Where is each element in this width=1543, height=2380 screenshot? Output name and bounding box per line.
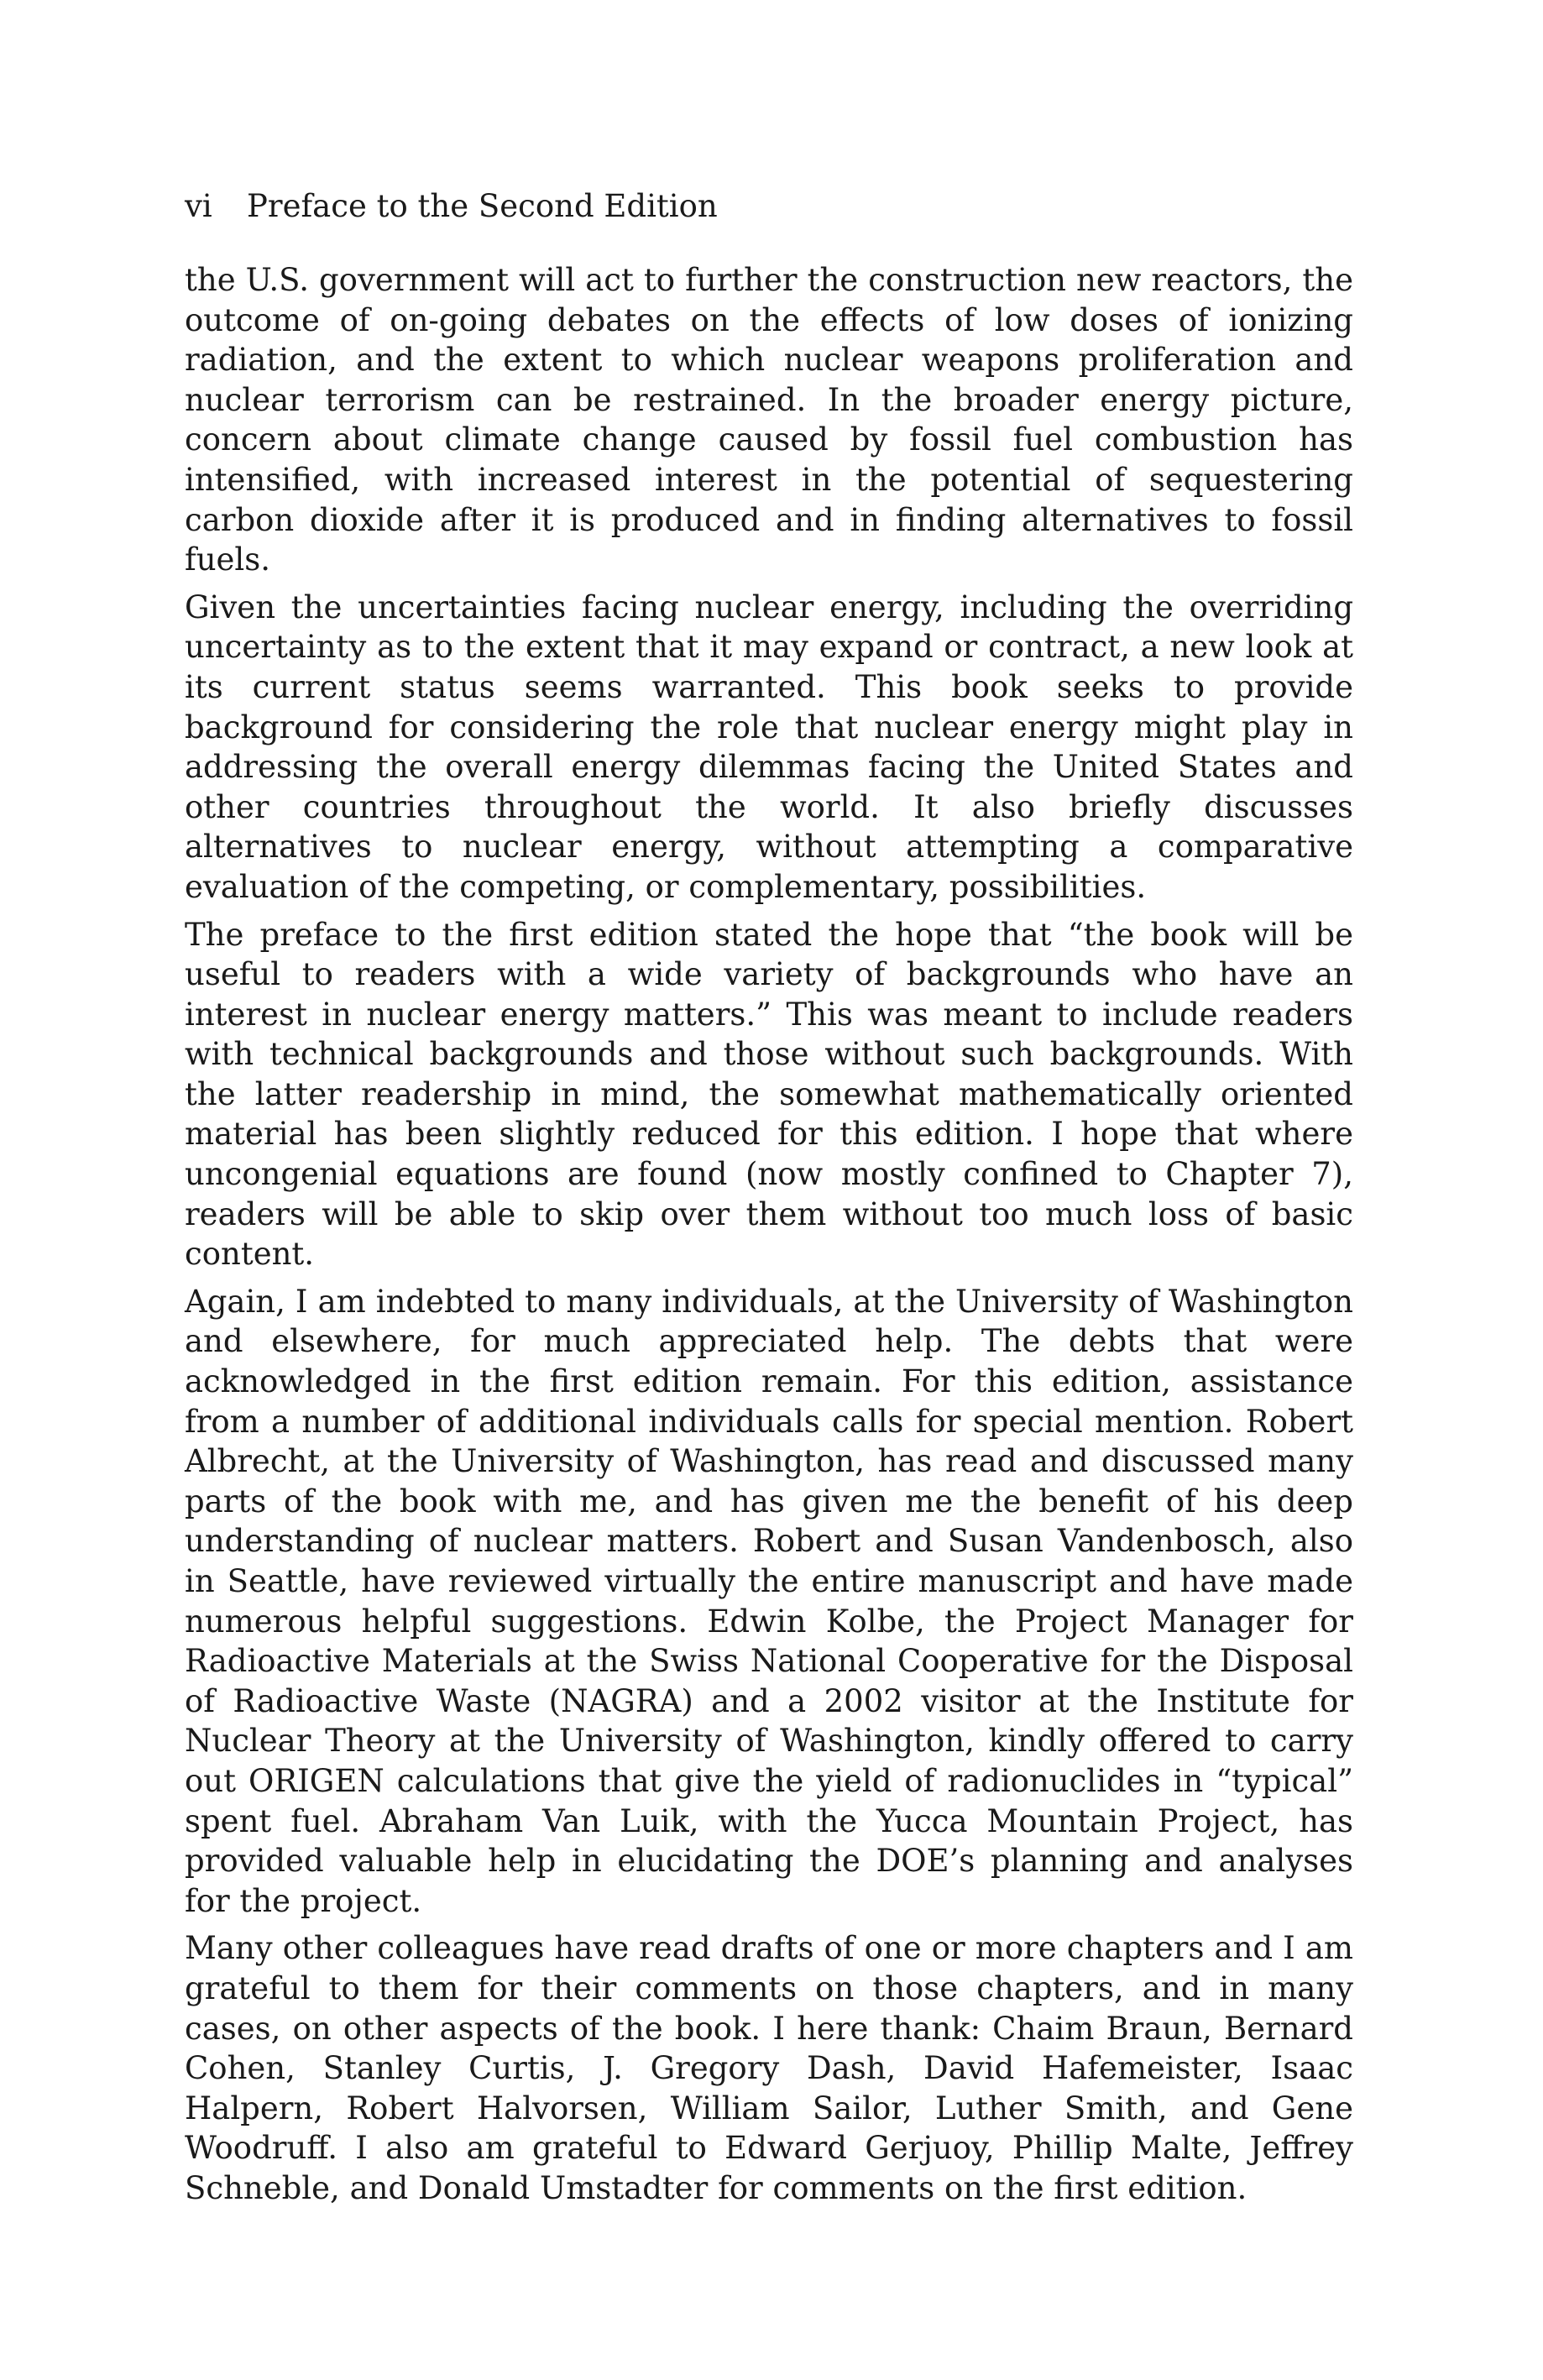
paragraph-3: The preface to the first edition stated the hope that “the book will be useful to readers with a wide variety of backgrounds who have an interest in nuclear energy matters.” This was meant to include readers with technical backgrounds and those without such backgrounds. With the latter readership in mind, the somewhat mathematically oriented material has been slightly reduced for this edition. I hope that where uncongenial equations are found (now mostly confined to Chapter 7), readers will be able to skip over them without too much loss of basic content. — [185, 916, 1353, 1273]
paragraph-2: Given the uncertainties facing nuclear energy, including the overriding uncertainty as to the extent that it may expand or contract, a new look at its current status seems warranted. This book seeks to provide background for considering the role that nuclear energy might play in addressing the overall energy dilemmas facing the United States and other countries throughout the world. It also briefly discusses alternatives to nuclear energy, without attempting a comparative evaluation of the competing, or complementary, possibilities. — [185, 588, 1353, 905]
running-title: Preface to the Second Edition — [247, 188, 718, 224]
paragraph-5: Many other colleagues have read drafts of one or more chapters and I am grateful to them for their comments on those chapters, and in many cases, on other aspects of the book. I here thank: Chaim Braun, Bernard Cohen, Stanley Curtis, J. Gregory Dash, David Hafemeister, Isaac Halpern, Robert Halvorsen, William Sailor, Luther Smith, and Gene Woodruff. I also am grateful to Edward Gerjuoy, Phillip Malte, Jeffrey Schneble, and Donald Umstadter for comments on the first edition. — [185, 1930, 1353, 2206]
running-head — [185, 186, 718, 227]
paragraph-1: the U.S. government will act to further the construction new reactors, the outcome of on-going debates on the effects of low doses of ionizing radiation, and the extent to which nuclear weapons proliferation and nuclear terrorism can be restrained. In the broader energy picture, concern about climate change caused by fossil fuel combustion has intensified, with increased interest in the potential of sequestering carbon dioxide after it is produced and in finding alternatives to fossil fuels. — [185, 262, 1353, 578]
preface-body — [185, 260, 1353, 2216]
paragraph-4: Again, I am indebted to many individuals, at the University of Washington and elsewhere, for much appreciated help. The debts that were acknowledged in the first edition remain. For this edition, assistance from a number of additional individuals calls for special mention. Robert Albrecht, at the University of Washington, has read and discussed many parts of the book with me, and has given me the benefit of his deep understanding of nuclear matters. Robert and Susan Vandenbosch, also in Seattle, have reviewed virtually the entire manuscript and have made numerous helpful suggestions. Edwin Kolbe, the Project Manager for Radioactive Materials at the Swiss National Cooperative for the Disposal of Radioactive Waste (NAGRA) and a 2002 visitor at the Institute for Nuclear Theory at the University of Washington, kindly offered to carry out ORIGEN calculations that give the yield of radionuclides in “typical” spent fuel. Abraham Van Luik, with the Yucca Mountain Project, has provided valuable help in elucidating the DOE’s planning and analyses for the project. — [185, 1283, 1353, 1919]
page-number: vi — [185, 188, 212, 224]
